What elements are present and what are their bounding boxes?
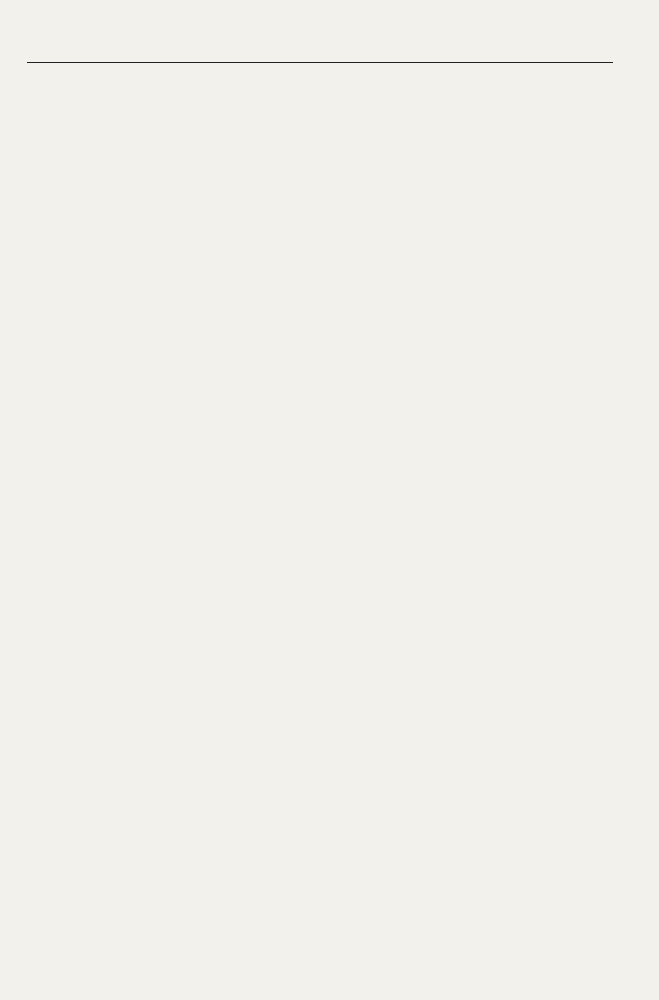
paragraph-start-line xyxy=(64,768,610,790)
paragraph-start-line xyxy=(64,592,610,614)
text-line xyxy=(32,394,610,416)
page-header xyxy=(27,36,613,63)
text-line xyxy=(32,856,610,878)
text-line xyxy=(32,262,610,284)
text-line xyxy=(32,416,610,438)
text-line xyxy=(32,109,610,131)
text-line xyxy=(32,218,610,240)
text-line xyxy=(32,934,610,956)
text-line xyxy=(32,460,610,482)
text-line xyxy=(32,504,610,526)
paragraph-start-line xyxy=(64,350,610,372)
text-line xyxy=(32,328,610,350)
text-line xyxy=(32,746,610,768)
text-line xyxy=(32,680,610,702)
text-line xyxy=(32,526,610,548)
text-line xyxy=(32,636,610,658)
text-line xyxy=(32,87,610,109)
text-line xyxy=(32,306,610,328)
text-line xyxy=(32,658,610,680)
paragraph-start-line xyxy=(64,152,610,174)
text-line xyxy=(32,724,610,746)
text-line xyxy=(32,702,610,724)
text-line xyxy=(32,131,610,153)
text-line xyxy=(32,482,610,504)
text-line xyxy=(32,438,610,460)
text-line xyxy=(32,834,610,856)
text-line xyxy=(32,196,610,218)
text-line xyxy=(32,240,610,262)
text-line xyxy=(32,548,610,570)
text-line xyxy=(32,284,610,306)
text-line xyxy=(32,570,610,592)
text-line xyxy=(32,956,610,978)
text-line xyxy=(32,812,610,834)
text-line xyxy=(32,912,610,934)
text-line xyxy=(32,174,610,196)
text-line xyxy=(32,790,610,812)
text-line xyxy=(32,372,610,394)
text-line xyxy=(32,614,610,636)
